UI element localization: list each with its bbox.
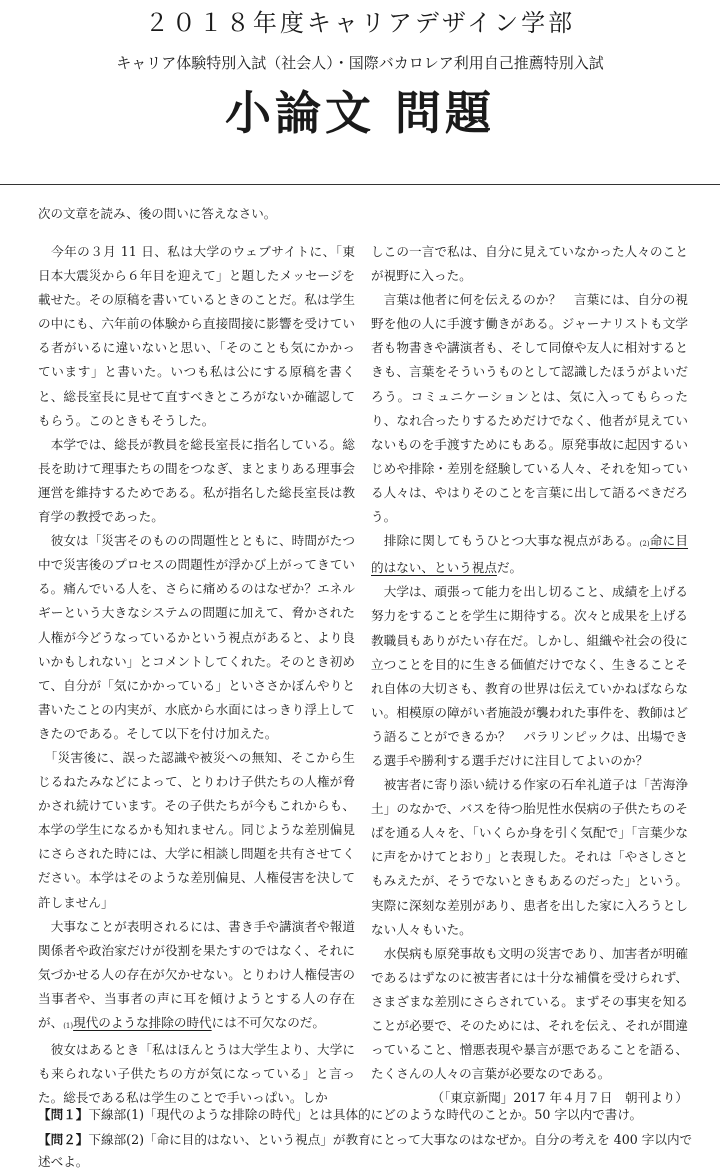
paragraph: 大学は、頑張って能力を出し切ること、成績を上げる努力をすることを学生に期待する。次々と成果を上げる教職員もありがたい存在だ。しかし、組織や社会の役に立つことを目的に生きる価値だけでなく、生きることそれ自体の大切さも、教育の世界は伝えていかねばならない。相模原の障がい者施設が襲われた事件を、教師はどう語ることができるか？ パラリンピックは、出場できる選手や勝利する選手だけに注目してよいのか？ bbox=[371, 584, 689, 768]
question-2-text: 下線部(2)「命に目的はない、という視点」が教育にとって大事なのはなぜか。自分の考えを 400 字以内で述べよ。 bbox=[38, 1132, 693, 1169]
quote-paragraph: 「災害後に、誤った認識や被災への無知、そこから生じるねたみなどによって、とりわけ子供たちの人権が脅かされ続けています。その子供たちが今もこれからも、本学の学生になるかも知れません。同じような差別偏見にさらされた時には、大学に相談し問題を共有させてください。本学はそのような差別偏見、人権侵害を決して許しません」 bbox=[38, 749, 356, 910]
paragraph: 水俣病も原発事故も文明の災害であり、加害者が明確であるはずなのに被害者には十分な補償を受けられず、さまざまな差別にさらされている。まずその事実を知ることが必要で、そのためには、それを伝え、それが間違っていること、憎悪表現や暴言が悪であることを語る、たくさんの人々の言葉が必要なのである。 bbox=[371, 945, 689, 1082]
paragraph: 今年の３月 11 日、私は大学のウェブサイトに、「東日本大震災から６年目を迎えて」と題したメッセージを載せた。その原稿を書いているときのことだ。私は学生の中にも、六年前の体験から直接間接に影響を受けている者がいるに違いないと思い、「そのことも気にかかっています」と書いた。いつも私は公にする原稿を書くと、総長室長に見せて直すべきところがないか確認してもらう。このときもそうした。 bbox=[38, 244, 355, 428]
paragraph: 本学では、総長が教員を総長室長に指名している。総長を助けて理事たちの間をつなぎ、まとまりある理事会運営を維持するためである。私が指名した総長室長は教育学の教授であった。 bbox=[38, 436, 356, 525]
exam-heading: ２０１８年度キャリアデザイン学部 bbox=[144, 9, 576, 37]
question-2 bbox=[38, 1129, 698, 1173]
paragraph: 言葉は他者に何を伝えるのか？ 言葉には、自分の視野を他の人に手渡す働きがある。ジャーナリストも文学者も物書きや講演者も、そして同僚や友人に相対するときも、言葉をそういうものとして認識したほうがよいだろう。コミュニケーションとは、気に入ってもらったり、なれ合ったりするためだけでなく、他者が見えていないものを手渡すためにもある。原発事故に起因するいじめや排除・差別を経験している人々、それを知っている人々は、やはりそのことを言葉に出して語るべきだろう。 bbox=[371, 292, 689, 525]
paragraph: 彼女は「災害そのものの問題性とともに、時間がたつ中で災害後のプロセスの問題性が浮かび上がってきている。痛んでいる人を、さらに痛めるのはなぜか？エネルギーという大きなシステムの問題に加えて、脅かされた人権が今どうなっているかという視点があると、より良いかもしれない」とコメントしてくれた。そのとき初めて、自分が「気にかかっている」といささかぼんやりと書いたことの内実が、水底から水面にはっきり浮上してきたのである。そして以下を付け加えた。 bbox=[38, 533, 356, 741]
question-1-text: 下線部(1)「現代のような排除の時代」とは具体的にどのような時代のことか。50 字以内で書け。 bbox=[88, 1107, 643, 1122]
header-divider bbox=[0, 184, 720, 185]
question-2-label: 【問２】 bbox=[38, 1132, 89, 1147]
exam-header bbox=[0, 0, 720, 142]
underlined-phrase-1: 現代のような排除の時代 bbox=[73, 1015, 212, 1030]
page-title: 小論文 問題 bbox=[224, 86, 495, 140]
paragraph: 被害者に寄り添い続ける作家の石牟礼道子は「苦海浄土」のなかで、バスを待つ胎児性水俣病の子供たちのそばを通る人々を、「いくらか身を引く気配で」「言葉少なに声をかけてとおり」と表現した。それは「やさしさともみえたが、そうでないときもあるのだった」という。実際に深刻な差別があり、患者を出した家に入ろうとしない人々もいた。 bbox=[371, 777, 689, 937]
paragraph: しこの一言で私は、自分に見えていなかった人々のことが視野に入った。 bbox=[371, 244, 688, 284]
article-left-column bbox=[38, 240, 355, 1110]
question-1 bbox=[38, 1104, 698, 1126]
underlined-phrase-2: 命に目的はない、という視点 bbox=[371, 533, 689, 576]
underline-marker-2: (2) bbox=[639, 540, 650, 549]
exam-subheading: キャリア体験特別入試（社会人）・国際バカロレア利用自己推薦特別入試 bbox=[116, 54, 604, 72]
paragraph: 大事なことが表明されるには、書き手や講演者や報道関係者や政治家だけが役割を果たすのではなく、それに気づかせる人の存在が欠かせない。とりわけ人権侵害の当事者や、当事者の声に耳を傾けようとする人の存在が、(1)現代のような排除の時代には不可欠なのだ。 bbox=[38, 918, 356, 1030]
instruction-text: 次の文章を読み、後の問いに答えなさい。 bbox=[38, 206, 277, 221]
underline-marker-1: (1) bbox=[63, 1022, 74, 1030]
article-right-column bbox=[371, 240, 688, 1110]
question-1-label: 【問１】 bbox=[38, 1107, 89, 1122]
paragraph: 排除に関してもうひとつ大事な視点がある。(2)命に目的はない、という視点だ。 bbox=[371, 533, 689, 576]
paragraph: 彼女はあるとき「私はほんとうは大学生より、大学にも来られない子供たちの方が気になっている」と言った。総長である私は学生のことで手いっぱい。しか bbox=[38, 1042, 356, 1106]
source-citation: （「東京新聞」2017 年４月７日 朝刊より） bbox=[431, 1090, 688, 1106]
